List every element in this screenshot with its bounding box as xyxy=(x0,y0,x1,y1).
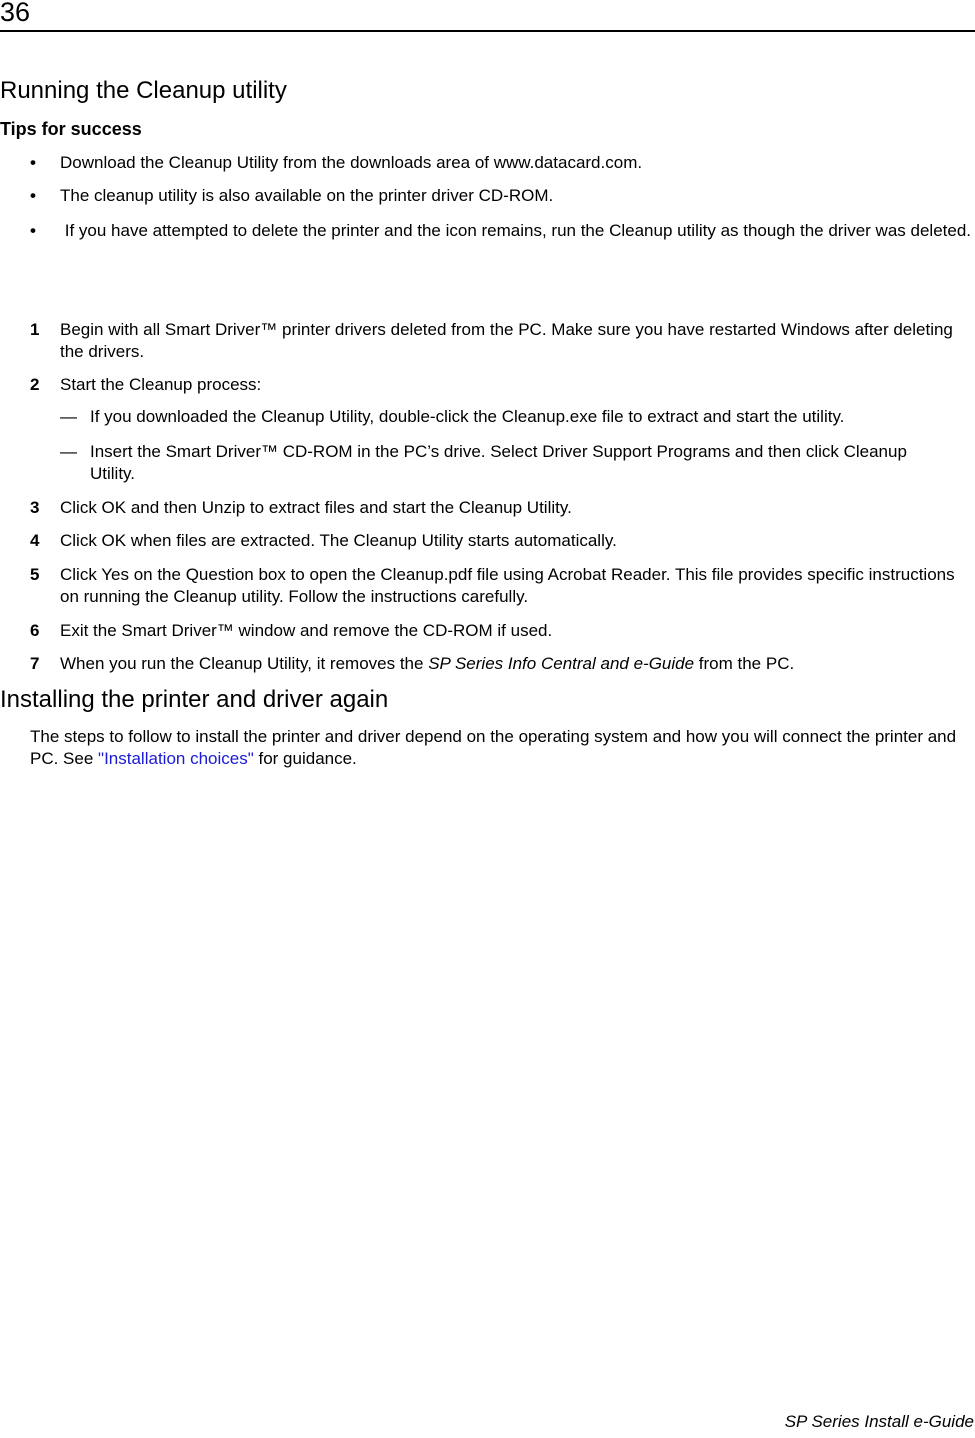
substep-dash: — xyxy=(60,407,77,426)
step-text-part: When you run the Cleanup Utility, it removes the xyxy=(60,654,429,673)
page-number: 36 xyxy=(0,0,31,27)
step-text: Start the Cleanup process: xyxy=(60,375,262,394)
step-text: Click OK and then Unzip to extract files and start the Cleanup Utility. xyxy=(60,498,572,517)
tip-item: If you have attempted to delete the printer and the icon remains, run the Cleanup utility as though the driver was deleted. xyxy=(60,221,972,240)
step-number: 3 xyxy=(30,498,40,517)
step-text: Exit the Smart Driver™ window and remove the CD-ROM if used. xyxy=(60,621,553,640)
footer-title: SP Series Install e-Guide xyxy=(784,1412,974,1431)
tip-item: Download the Cleanup Utility from the downloads area of www.datacard.com. xyxy=(60,153,643,172)
section-title-install: Installing the printer and driver again xyxy=(0,686,389,713)
step-text: Click OK when files are extracted. The Cleanup Utility starts automatically. xyxy=(60,531,617,550)
substep-dash: — xyxy=(60,442,77,461)
step-number: 5 xyxy=(30,565,40,584)
bullet-glyph: • xyxy=(30,186,36,205)
step-number: 4 xyxy=(30,531,40,550)
tip-item: The cleanup utility is also available on the printer driver CD-ROM. xyxy=(60,186,554,205)
step-text: Click Yes on the Question box to open the Cleanup.pdf file using Acrobat Reader. This file provides specific instructions on running the Cleanup utility. Follow the instructions carefully. xyxy=(60,565,955,606)
guide-title-italic: SP Series Info Central and e-Guide xyxy=(428,654,695,673)
step-number: 7 xyxy=(30,654,40,673)
step-number: 1 xyxy=(30,320,40,339)
bullet-glyph: • xyxy=(30,153,36,172)
install-text-part: The steps to follow to install the printer and driver depend on the operating system and how you will connect the printer and PC. See xyxy=(30,727,957,768)
step-text-part: from the PC. xyxy=(694,654,795,673)
step-text xyxy=(60,653,972,675)
substep-text: If you downloaded the Cleanup Utility, double-click the Cleanup.exe file to extract and start the utility. xyxy=(90,407,845,426)
header-rule xyxy=(0,30,975,32)
substep-text: Insert the Smart Driver™ CD-ROM in the PC’s drive. Select Driver Support Programs and then click Cleanup Utility. xyxy=(90,442,907,483)
tips-heading: Tips for success xyxy=(0,119,142,139)
step-number: 2 xyxy=(30,375,40,394)
bullet-glyph: • xyxy=(30,221,36,240)
step-text: Begin with all Smart Driver™ printer drivers deleted from the PC. Make sure you have restarted Windows after deleting the drivers. xyxy=(60,320,953,361)
section-title-cleanup: Running the Cleanup utility xyxy=(0,77,287,104)
installation-choices-link[interactable]: "Installation choices" xyxy=(98,749,254,768)
step-number: 6 xyxy=(30,621,40,640)
install-paragraph xyxy=(30,726,970,770)
install-text-part: for guidance. xyxy=(253,749,357,768)
